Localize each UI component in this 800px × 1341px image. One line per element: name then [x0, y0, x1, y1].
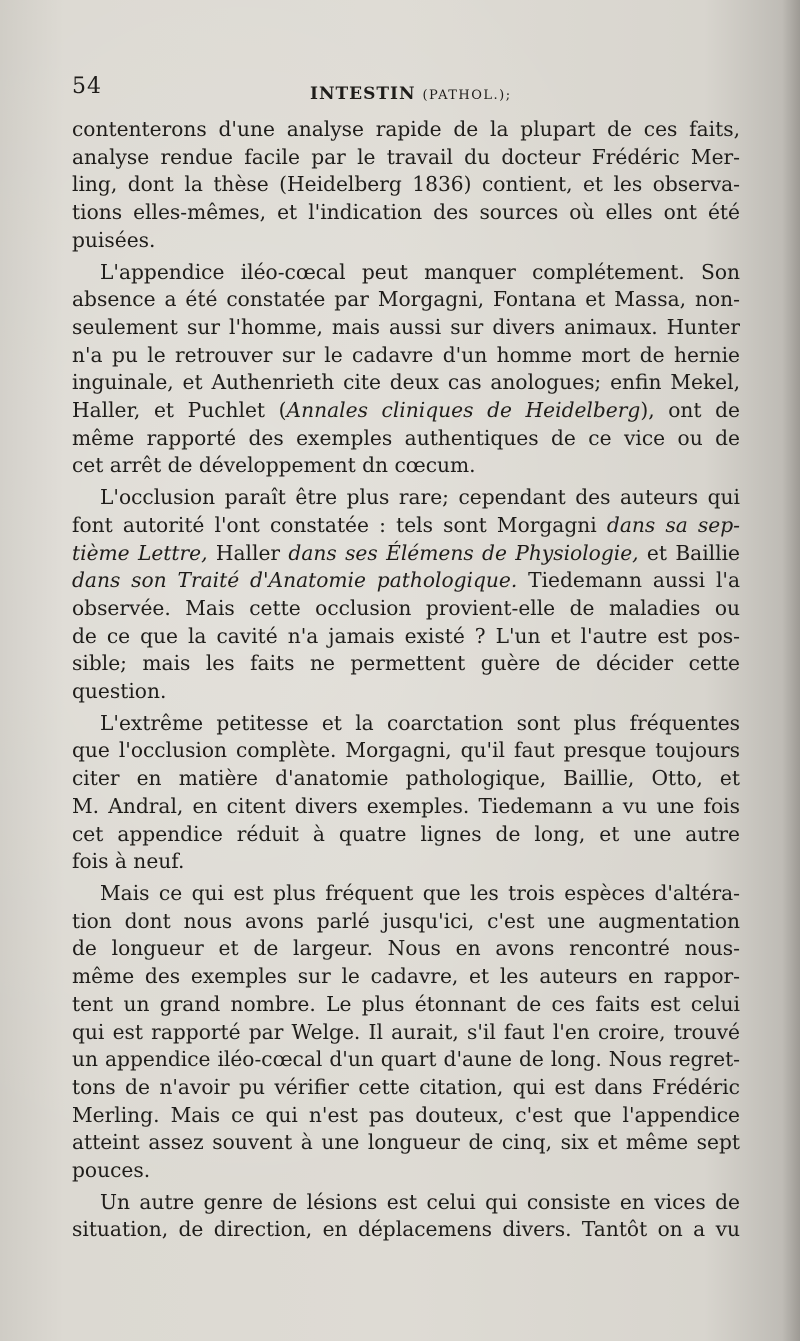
text-line: puisées.	[72, 227, 156, 252]
body-text	[72, 116, 740, 1248]
text-line: observée. Mais cette occlusion provient-elle de maladies ou	[72, 595, 740, 620]
text-line: L'extrême petitesse et la coarctation sont plus fréquentes	[100, 710, 740, 735]
text-line: situation, de direction, en déplacemens divers. Tantôt on a vu	[72, 1217, 740, 1242]
text-segment: Haller	[207, 540, 289, 565]
text-line: L'appendice iléo-cœcal peut manquer complétement. Son	[100, 259, 740, 284]
text-line: seulement sur l'homme, mais aussi sur divers animaux. Hunter	[72, 314, 740, 339]
text-line: que l'occlusion complète. Morgagni, qu'il faut presque toujours	[72, 738, 740, 763]
paragraph-4	[72, 710, 740, 876]
citation-septieme-lettre-a: dans sa sep-	[606, 512, 740, 537]
text-line: M. Andral, en citent divers exemples. Tiedemann a vu une fois	[72, 793, 740, 818]
text-segment: ), ont de	[640, 398, 740, 423]
text-line: ling, dont la thèse (Heidelberg 1836) contient, et les observa-	[72, 172, 740, 197]
text-line: L'occlusion paraît être plus rare; cependant des auteurs qui	[100, 485, 740, 510]
text-line: même des exemples sur le cadavre, et les auteurs en rappor-	[72, 964, 740, 989]
text-line: pouces.	[72, 1158, 151, 1183]
text-line: tion dont nous avons parlé jusqu'ici, c'est une augmentation	[72, 908, 740, 933]
text-line: Merling. Mais ce qui n'est pas douteux, c'est que l'appendice	[72, 1102, 740, 1127]
text-segment: et Baillie	[638, 540, 740, 565]
text-segment: Tiedemann aussi l'a	[517, 568, 740, 593]
page-number: 54	[72, 74, 102, 99]
text-line: citer en matière d'anatomie pathologique, Baillie, Otto, et	[72, 766, 740, 791]
text-line: question.	[72, 679, 167, 704]
page-edge-shadow	[782, 0, 800, 1341]
text-line: inguinale, et Authenrieth cite deux cas anologues; enfin Mekel,	[72, 370, 740, 395]
text-line: analyse rendue facile par le travail du docteur Frédéric Mer-	[72, 144, 740, 169]
running-title-sub: (PATHOL.);	[422, 88, 512, 103]
text-line: tent un grand nombre. Le plus étonnant de ces faits est celui	[72, 991, 740, 1016]
text-segment: Haller, et Puchlet (	[72, 398, 287, 423]
text-line: contenterons d'une analyse rapide de la plupart de ces faits,	[72, 117, 740, 141]
running-title	[310, 84, 512, 104]
text-line: n'a pu le retrouver sur le cadavre d'un homme mort de hernie	[72, 342, 740, 367]
paragraph-5	[72, 880, 740, 1185]
running-title-main: INTESTIN	[310, 84, 416, 104]
text-line: un appendice iléo-cœcal d'un quart d'aune de long. Nous regret-	[72, 1047, 740, 1072]
text-line: de longueur et de largeur. Nous en avons rencontré nous-	[72, 936, 740, 961]
text-line: même rapporté des exemples authentiques de ce vice ou de	[72, 425, 740, 450]
text-line: absence a été constatée par Morgagni, Fontana et Massa, non-	[72, 287, 740, 312]
text-line: tions elles-mêmes, et l'indication des sources où elles ont été	[72, 200, 740, 225]
paragraph-2	[72, 259, 740, 481]
paragraph-1	[72, 116, 740, 255]
text-line: cet arrêt de développement dn cœcum.	[72, 453, 476, 478]
text-line	[72, 540, 740, 568]
text-line: de ce que la cavité n'a jamais existé ? L'un et l'autre est pos-	[72, 623, 740, 648]
text-line: cet appendice réduit à quatre lignes de long, et une autre	[72, 821, 740, 846]
text-line	[72, 567, 740, 595]
text-segment: font autorité l'ont constatée : tels sont Morgagni	[72, 512, 607, 537]
citation-elemens: dans ses Élémens de Physiologie,	[288, 540, 639, 565]
text-line: tons de n'avoir pu vérifier cette citation, qui est dans Frédéric	[72, 1074, 740, 1099]
page-header	[72, 74, 740, 104]
text-line: atteint assez souvent à une longueur de cinq, six et même sept	[72, 1130, 740, 1155]
citation-traite: dans son Traité d'Anatomie pathologique.	[72, 568, 518, 593]
text-line	[72, 512, 740, 540]
text-line	[72, 397, 740, 425]
text-line: qui est rapporté par Welge. Il aurait, s'il faut l'en croire, trouvé	[72, 1019, 740, 1044]
text-line: sible; mais les faits ne permettent guère de décider cette	[72, 651, 740, 676]
paragraph-6	[72, 1189, 740, 1244]
citation-annales: Annales cliniques de Heidelberg	[286, 398, 641, 423]
text-line: Un autre genre de lésions est celui qui consiste en vices de	[100, 1189, 740, 1214]
text-line: fois à neuf.	[72, 849, 185, 874]
paragraph-3	[72, 484, 740, 706]
text-line: Mais ce qui est plus fréquent que les trois espèces d'altéra-	[100, 880, 740, 905]
citation-septieme-lettre-b: tième Lettre,	[72, 540, 208, 565]
